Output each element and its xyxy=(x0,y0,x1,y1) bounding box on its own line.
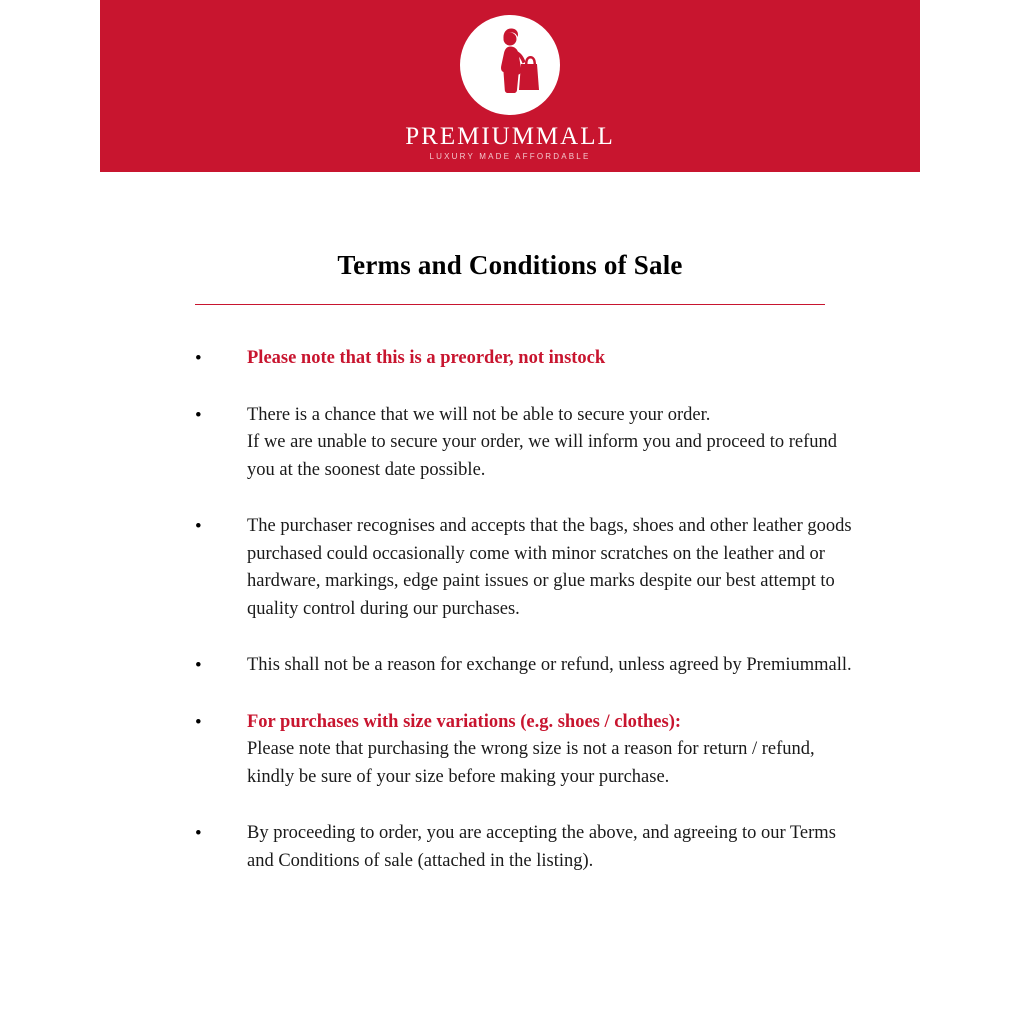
title-divider xyxy=(195,304,825,305)
woman-with-handbag-icon xyxy=(460,15,560,115)
brand-name: PREMIUMMALL xyxy=(405,123,615,150)
brand-logo xyxy=(405,15,615,161)
list-item-text: Please note that purchasing the wrong size is not a reason for return / refund, kindly be sure of your size before making your purchase. xyxy=(247,739,815,787)
list-item-text: This shall not be a reason for exchange or refund, unless agreed by Premiummall. xyxy=(247,655,852,675)
bullet-marker: • xyxy=(195,404,202,426)
list-item xyxy=(100,513,920,623)
list-item xyxy=(100,709,920,792)
bullet-marker: • xyxy=(195,516,202,537)
list-item-text: By proceeding to order, you are accepting the above, and agreeing to our Terms and Conditions of sale (attached in the listing). xyxy=(247,823,836,871)
list-item-text: Please note that this is a preorder, not instock xyxy=(247,348,606,368)
bullet-marker: • xyxy=(195,711,202,733)
list-item-text: The purchaser recognises and accepts that the bags, shoes and other leather goods purchased could occasionally come with minor scratches on the leather and or hardware, markings, edge paint issues or glue marks despite our best attempt to quality control during our purchases. xyxy=(247,516,852,619)
terms-list xyxy=(100,345,920,875)
list-item-text: If we are unable to secure your order, we will inform you and proceed to refund you at the soonest date possible. xyxy=(247,432,838,480)
list-item xyxy=(100,402,920,485)
page-title: Terms and Conditions of Sale xyxy=(337,250,683,280)
bullet-marker: • xyxy=(195,348,202,369)
bullet-marker: • xyxy=(195,655,202,676)
list-item xyxy=(100,820,920,875)
bullet-marker: • xyxy=(195,823,202,844)
list-item xyxy=(100,345,920,373)
brand-banner xyxy=(100,0,920,172)
list-item xyxy=(100,652,920,680)
document-body xyxy=(100,172,920,875)
brand-tagline: LUXURY MADE AFFORDABLE xyxy=(429,152,591,161)
list-item-text: There is a chance that we will not be able to secure your order. xyxy=(247,404,711,425)
list-item-heading: For purchases with size variations (e.g. shoes / clothes): xyxy=(247,711,682,732)
